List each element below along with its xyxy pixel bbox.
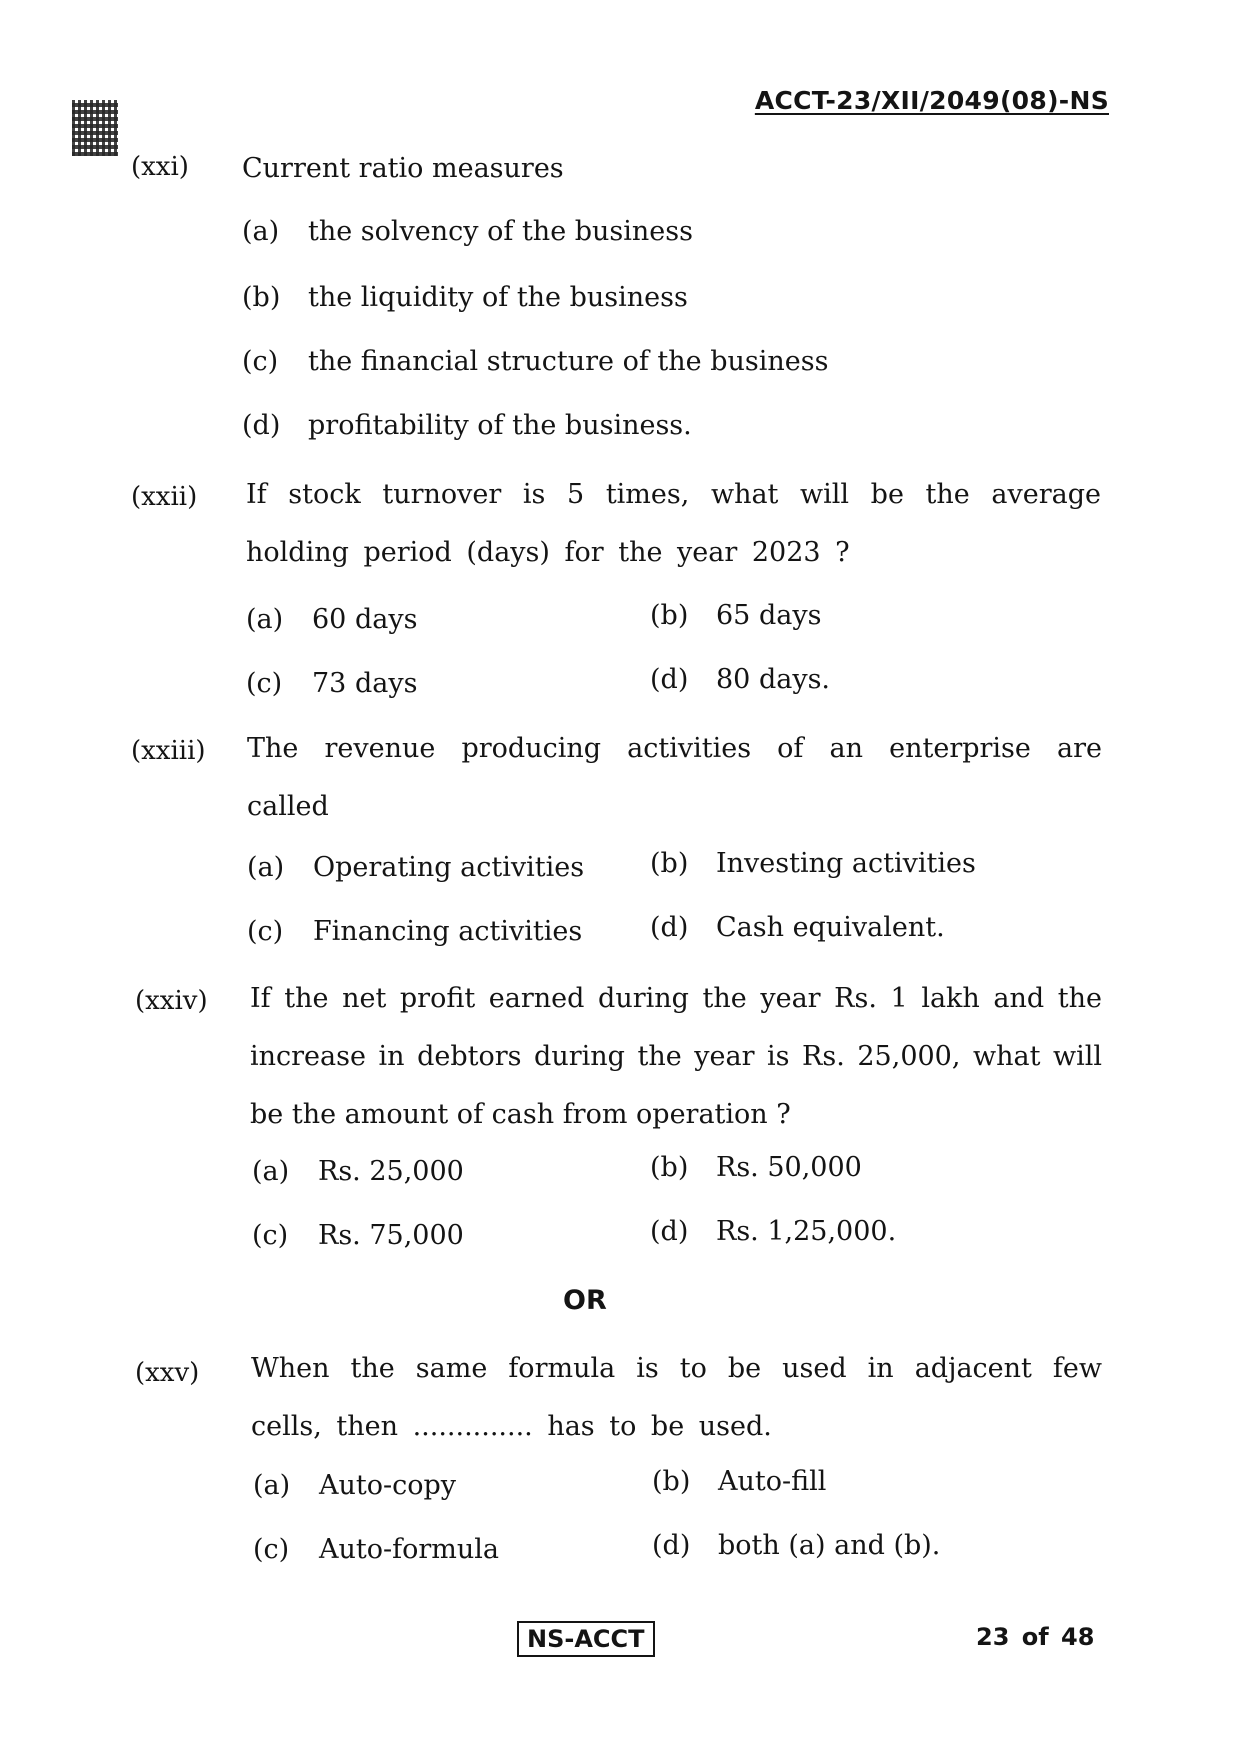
option: (c) Rs. 75,000 <box>252 1220 464 1251</box>
option: (a) 60 days <box>246 604 418 635</box>
paper-code: ACCT-23/XII/2049(08)-NS <box>754 86 1109 115</box>
qr-code-icon <box>72 100 118 156</box>
question-text: When the same formula is to be used in adjacent few cells, then .............. has to be used. <box>251 1353 1102 1442</box>
question-text: If the net profit earned during the year Rs. 1 lakh and the increase in debtors during the year is Rs. 25,000, what will be the amount of cash from operation ? <box>250 983 1102 1130</box>
page-number: 23 of 48 <box>976 1623 1095 1651</box>
option: (d) Rs. 1,25,000. <box>650 1216 897 1247</box>
option: (c) 73 days <box>246 668 418 699</box>
or-separator: OR <box>563 1285 607 1316</box>
option: (c) Auto-formula <box>253 1534 499 1565</box>
footer-paper-code: NS-ACCT <box>517 1621 655 1657</box>
option: (c) Financing activities <box>247 916 583 947</box>
question-number: (xxv) <box>135 1358 200 1388</box>
option: (d) Cash equivalent. <box>650 912 945 943</box>
option: (d) profitability of the business. <box>242 410 692 441</box>
question-number: (xxiii) <box>131 736 206 766</box>
question-text: If stock turnover is 5 times, what will be the average holding period (days) for the year 2023 ? <box>246 479 1101 568</box>
option: (a) Rs. 25,000 <box>252 1156 464 1187</box>
question-text: The revenue producing activities of an enterprise are called <box>247 733 1102 822</box>
question-text: Current ratio measures <box>242 153 564 184</box>
option: (d) 80 days. <box>650 664 831 695</box>
option: (c) the financial structure of the business <box>242 346 829 377</box>
option: (b) Auto-fill <box>652 1466 827 1497</box>
question-number: (xxi) <box>131 152 189 182</box>
option: (a) Auto-copy <box>253 1470 457 1501</box>
option: (d) both (a) and (b). <box>652 1530 941 1561</box>
question-number: (xxiv) <box>135 986 208 1016</box>
option: (b) Investing activities <box>650 848 976 879</box>
option: (a) Operating activities <box>247 852 585 883</box>
option: (a) the solvency of the business <box>242 216 694 247</box>
option: (b) 65 days <box>650 600 822 631</box>
question-number: (xxii) <box>131 482 198 512</box>
option: (b) the liquidity of the business <box>242 282 688 313</box>
option: (b) Rs. 50,000 <box>650 1152 862 1183</box>
